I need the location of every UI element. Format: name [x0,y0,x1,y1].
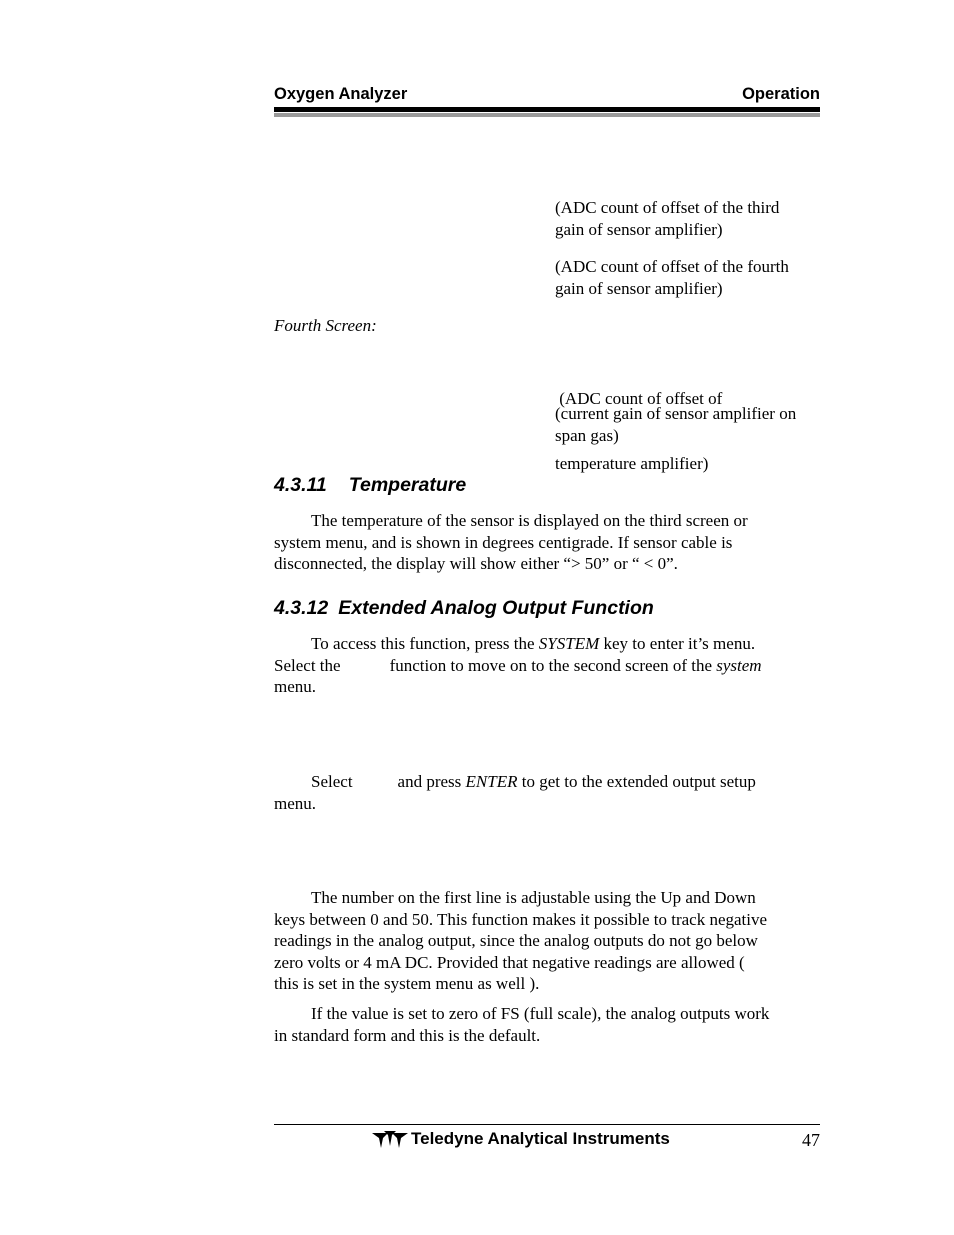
header-rule-gray [274,113,820,117]
footer-company: Teledyne Analytical Instruments [411,1129,670,1148]
teledyne-logo-icon [372,1130,408,1150]
default-value-paragraph: If the value is set to zero of FS (full scale), the analog outputs work in standard form and this is the default. [274,1004,770,1045]
header-rule-black [274,107,820,112]
heading-temperature: 4.3.11 Temperature [274,474,467,496]
running-header-section: Operation [742,85,820,103]
adjustable-number-paragraph: The number on the first line is adjustable using the Up and Down keys between 0 and 50. This function makes it possible to track negative readings in the analog output, since the analog outputs do not go below zero volts or 4 mA DC. Provided that negative readings are allowed ( this is set in the system menu as well ). [274,888,768,993]
fourth-screen-label: Fourth Screen: [274,316,377,335]
note-span-gain: (current gain of sensor amplifier on span gas) [555,404,797,445]
page-number: 47 [802,1130,820,1150]
footer-rule [274,1124,820,1125]
heading-extended-analog-output: 4.3.12 Extended Analog Output Function [274,597,654,619]
extended-access-paragraph: To access this function, press the SYSTEM key to enter it’s menu. Select the function to move on to the second screen of the system menu. [274,634,762,696]
running-header-title: Oxygen Analyzer [274,85,408,103]
note-fourth-gain-offset: (ADC count of offset of the fourth gain of sensor amplifier) [555,257,789,298]
note-temperature-amp-offset: (ADC count of offset of temperature amplifier) [555,389,723,473]
extended-select-paragraph: Select and press ENTER to get to the extended output setup menu. [274,772,756,813]
note-third-gain-offset: (ADC count of offset of the third gain of sensor amplifier) [555,198,780,239]
temperature-paragraph: The temperature of the sensor is displayed on the third screen or system menu, and is shown in degrees centigrade. If sensor cable is disconnected, the display will show either “> 50” or “ < 0”. [274,511,748,573]
